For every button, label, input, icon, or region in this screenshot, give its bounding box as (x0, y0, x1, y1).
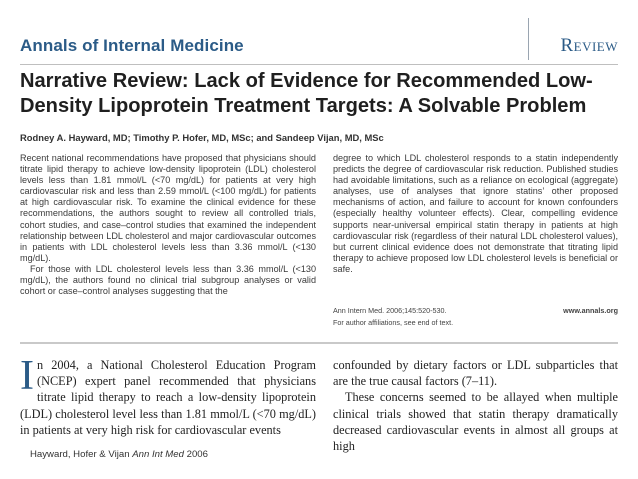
article-title: Narrative Review: Lack of Evidence for Recommended Low-Density Lipoprotein Treatment Targets: A Solvable Problem (20, 69, 593, 117)
slide-caption (30, 449, 208, 460)
abstract-paragraph: Recent national recommendations have proposed that physicians should titrate lipid therapy to achieve low-density lipoprotein (LDL) cholesterol levels less than 1.81 mmol/L (<70 mg/dL) for patients at very high cardiovascular risk and less than 2.59 mmol/L (<100 mg/dL) for patients at high cardiovascular risk. To examine the clinical evidence for these recommendations, the authors sought to review all controlled trials, cohort studies, and case–control studies that examined the independent relationship between LDL cholesterol and major cardiovascular outcomes in patients with LDL cholesterol levels less than 3.36 mmol/L (<130 mg/dL). (20, 153, 316, 263)
body-paragraph: These concerns seemed to be allayed when multiple clinical trials showed that statin therapy dramatically decreased cardiovascular events in almost all groups at high (333, 390, 618, 454)
header-rule (20, 64, 618, 65)
caption-authors: Hayward, Hofer & Vijan (30, 449, 130, 460)
body-left-column (20, 353, 316, 438)
body-paragraph: confounded by dietary factors or LDL subparticles that are the true causal factors (7–11). (333, 358, 618, 389)
article-authors: Rodney A. Hayward, MD; Timothy P. Hofer, MD, MSc; and Sandeep Vijan, MD, MSc (20, 132, 384, 143)
abstract-right-column (333, 153, 618, 275)
abstract-paragraph: degree to which LDL cholesterol responds to a statin independently predicts the degree of cardiovascular risk reduction. Published studies had avoidable limitations, such as a reliance on ecological (aggregate) analyses, use of analyses that ignore statins’ other proposed mechanisms of action, and failure to account for known confounders (especially healthy volunteer effects). Clear, compelling evidence supports near-universal empirical statin therapy in patients at high cardiovascular risk (regardless of their natural LDL cholesterol values), but current clinical evidence does not demonstrate that titrating lipid therapy to achieve proposed low LDL cholesterol levels is beneficial or safe. (333, 153, 618, 274)
abstract-paragraph: For those with LDL cholesterol levels less than 3.36 mmol/L (<130 mg/dL), the authors found no clinical trial subgroup analyses or valid cohort or case–control analyses suggesting that the (20, 263, 316, 297)
journal-name: Annals of Internal Medicine (20, 36, 244, 55)
caption-journal: Ann Int Med (132, 449, 184, 460)
body-right-column (333, 357, 618, 454)
journal-url: www.annals.org (563, 306, 618, 315)
abstract-left-column (20, 153, 316, 297)
header-divider (528, 18, 529, 60)
section-label: Review (560, 35, 618, 56)
citation: Ann Intern Med. 2006;145:520-530. (333, 306, 447, 315)
section-divider (20, 342, 618, 344)
affiliations-note: For author affiliations, see end of text. (333, 318, 454, 327)
body-text: n 2004, a National Cholesterol Education Program (NCEP) expert panel recommended that physicians titrate lipid therapy to reach a low-density lipoprotein (LDL) cholesterol level less than 1.81 mmol/L (<70 mg/dL) in patients at very high risk for cardiovascular events (20, 358, 316, 437)
citation-line (333, 306, 618, 315)
drop-cap: I (20, 353, 34, 399)
caption-year: 2006 (186, 449, 208, 460)
